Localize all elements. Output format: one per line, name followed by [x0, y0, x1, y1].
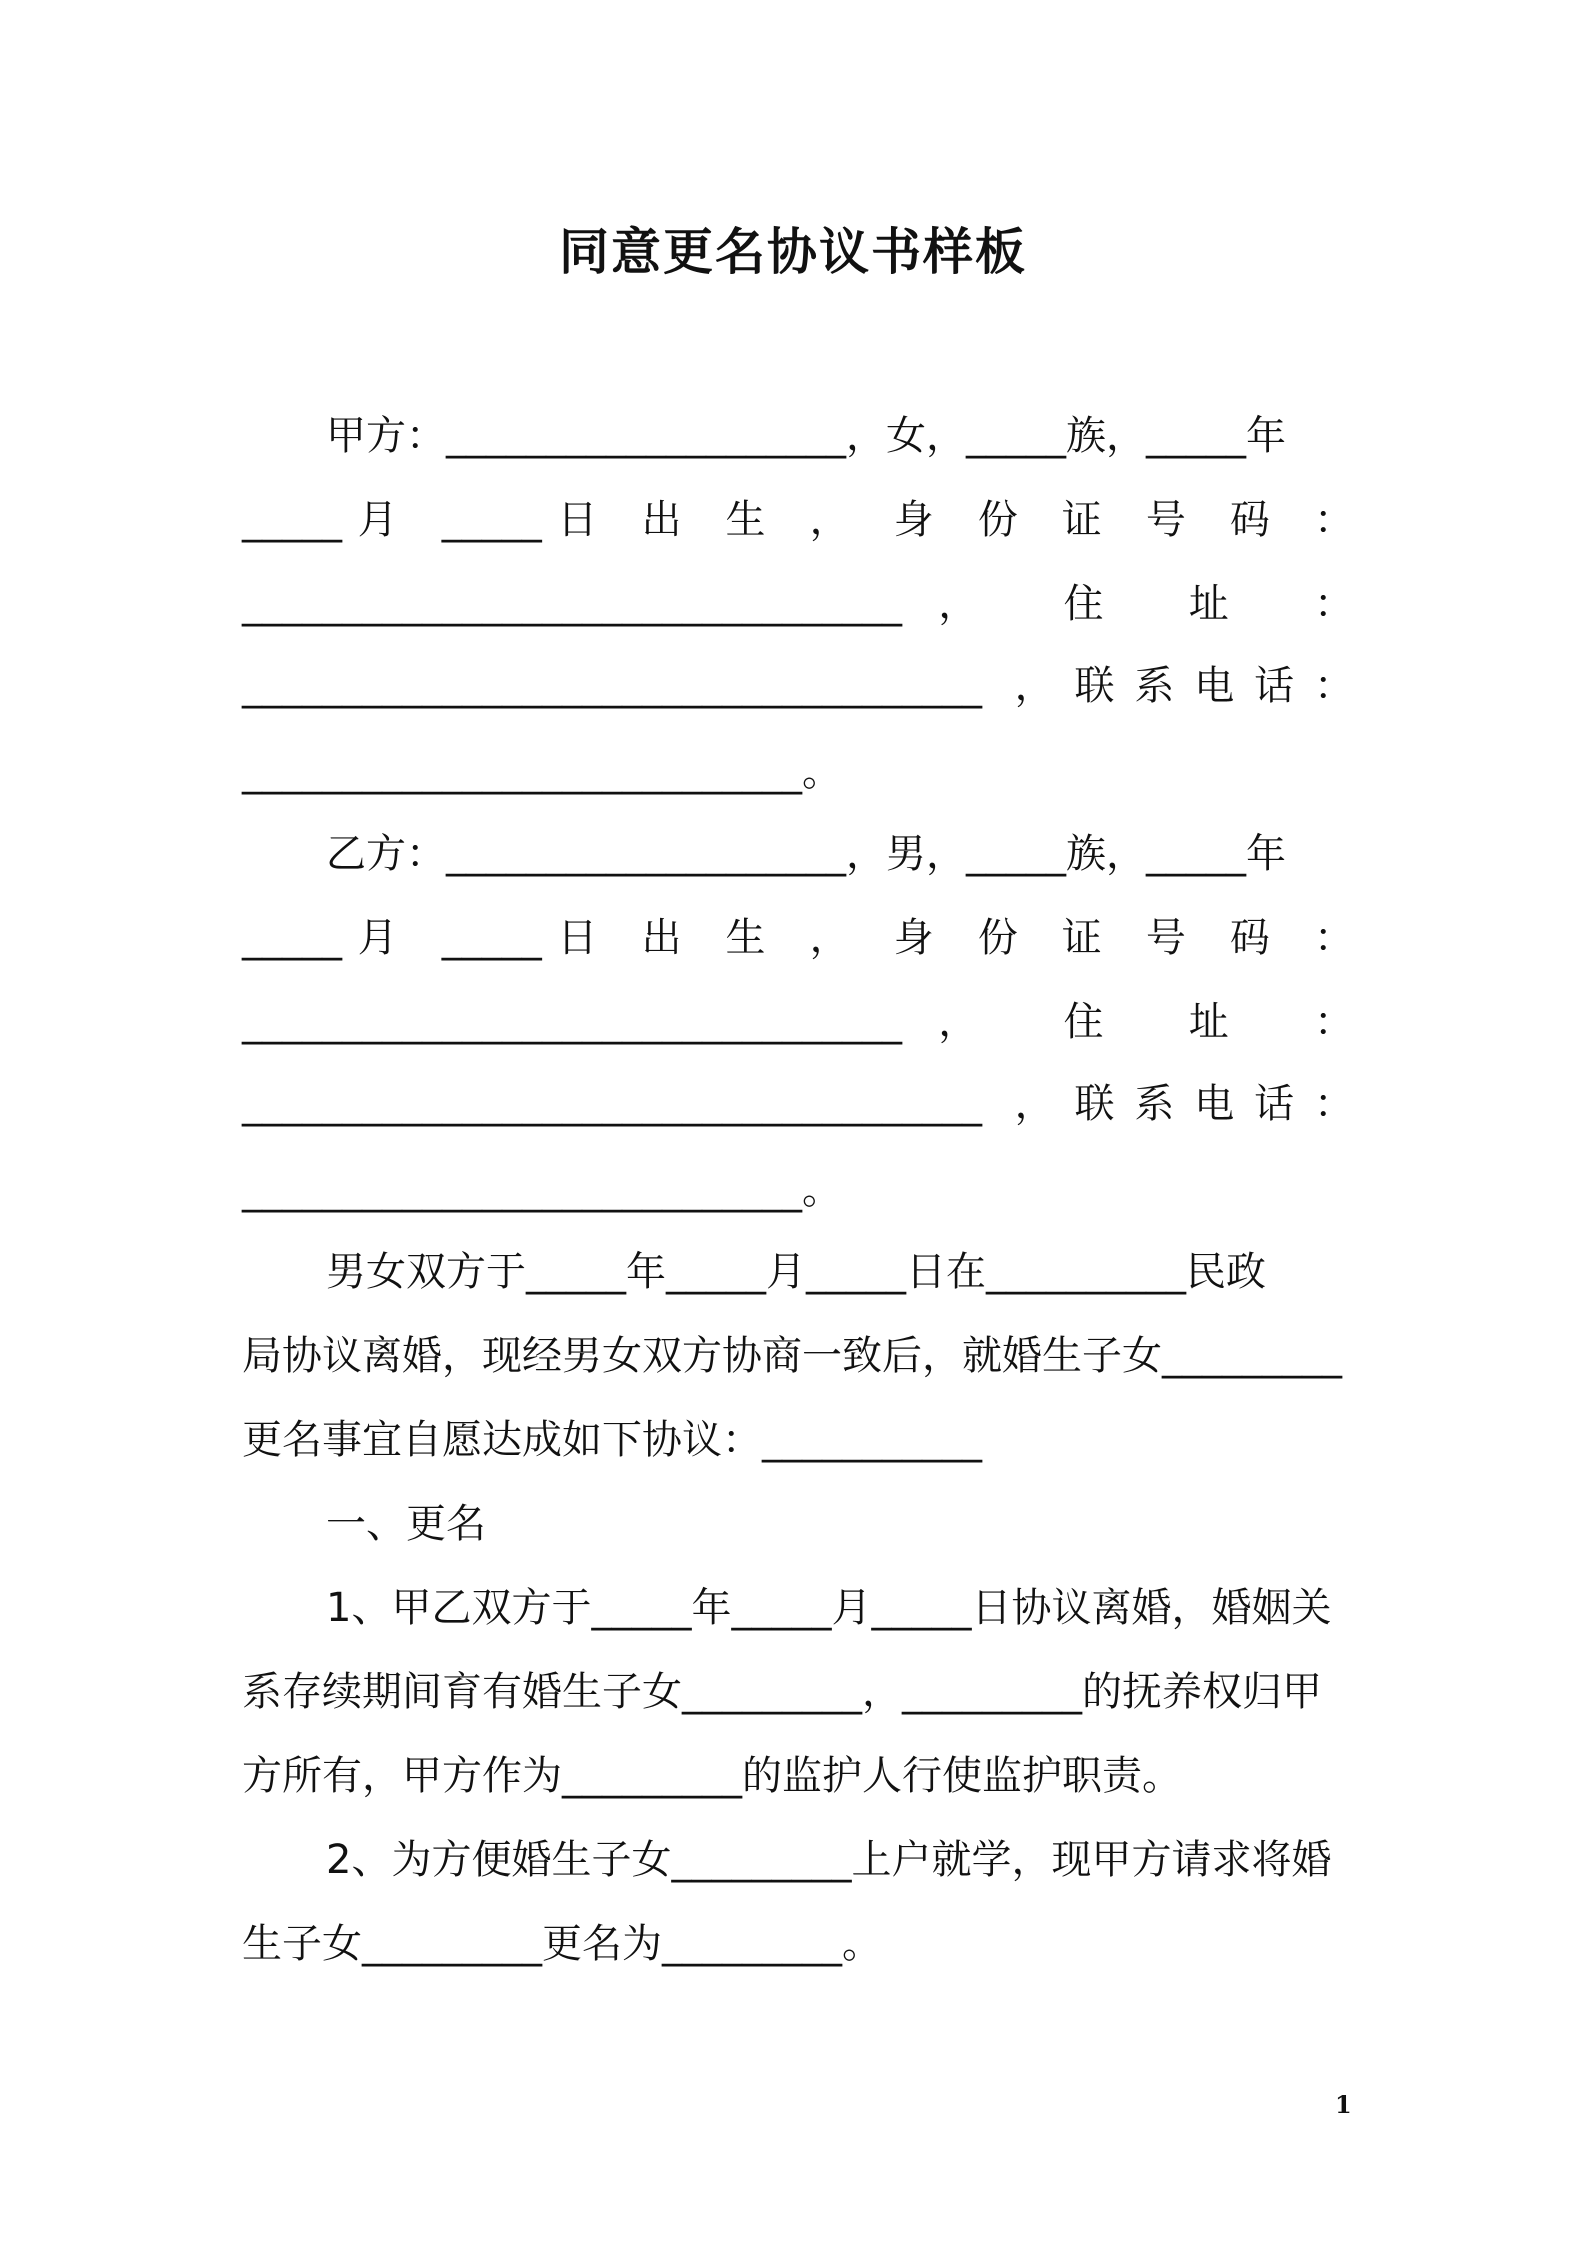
clause-1-line-2: 系存续期间育有婚生子女_________，_________的抚养权归甲: [242, 1669, 1322, 1715]
document-title: 同意更名协议书样板: [559, 223, 1027, 281]
clause-2-line-2: 生子女_________更名为_________。: [242, 1921, 882, 1967]
intro-line-1: 男女双方于_____年_____月_____日在__________民政: [326, 1249, 1266, 1295]
party-b-line-1: 乙方：____________________，男，_____族，_____年: [326, 831, 1286, 877]
section-heading: 一、更名: [326, 1501, 486, 1547]
party-b-line-5: ____________________________。: [242, 1167, 842, 1213]
party-a-line-1: 甲方：____________________，女，_____族，_____年: [326, 413, 1286, 459]
party-a-line-3: _________________________________， 住 址 ：: [242, 581, 1354, 627]
page-number: 1: [1335, 2090, 1352, 2119]
clause-1-line-3: 方所有，甲方作为_________的监护人行使监护职责。: [242, 1753, 1182, 1799]
party-b-line-3: _________________________________， 住 址 ：: [242, 999, 1354, 1045]
party-a-line-5: ____________________________。: [242, 749, 842, 795]
clause-1-line-1: 1、甲乙双方于_____年_____月_____日协议离婚，婚姻关: [326, 1585, 1332, 1631]
party-b-line-2: _____月 _____日 出 生 ， 身 份 证 号 码 ：: [242, 915, 1354, 961]
party-a-line-2: _____月 _____日 出 生 ， 身 份 证 号 码 ：: [242, 497, 1354, 543]
intro-line-2: 局协议离婚，现经男女双方协商一致后，就婚生子女_________: [242, 1333, 1342, 1379]
intro-line-3: 更名事宜自愿达成如下协议：___________: [242, 1417, 982, 1463]
party-a-line-4: _____________________________________ ，联系电话：: [242, 663, 1354, 709]
party-b-line-4: _____________________________________ ，联系电话：: [242, 1081, 1354, 1127]
clause-2-line-1: 2、为方便婚生子女_________上户就学，现甲方请求将婚: [326, 1837, 1332, 1883]
